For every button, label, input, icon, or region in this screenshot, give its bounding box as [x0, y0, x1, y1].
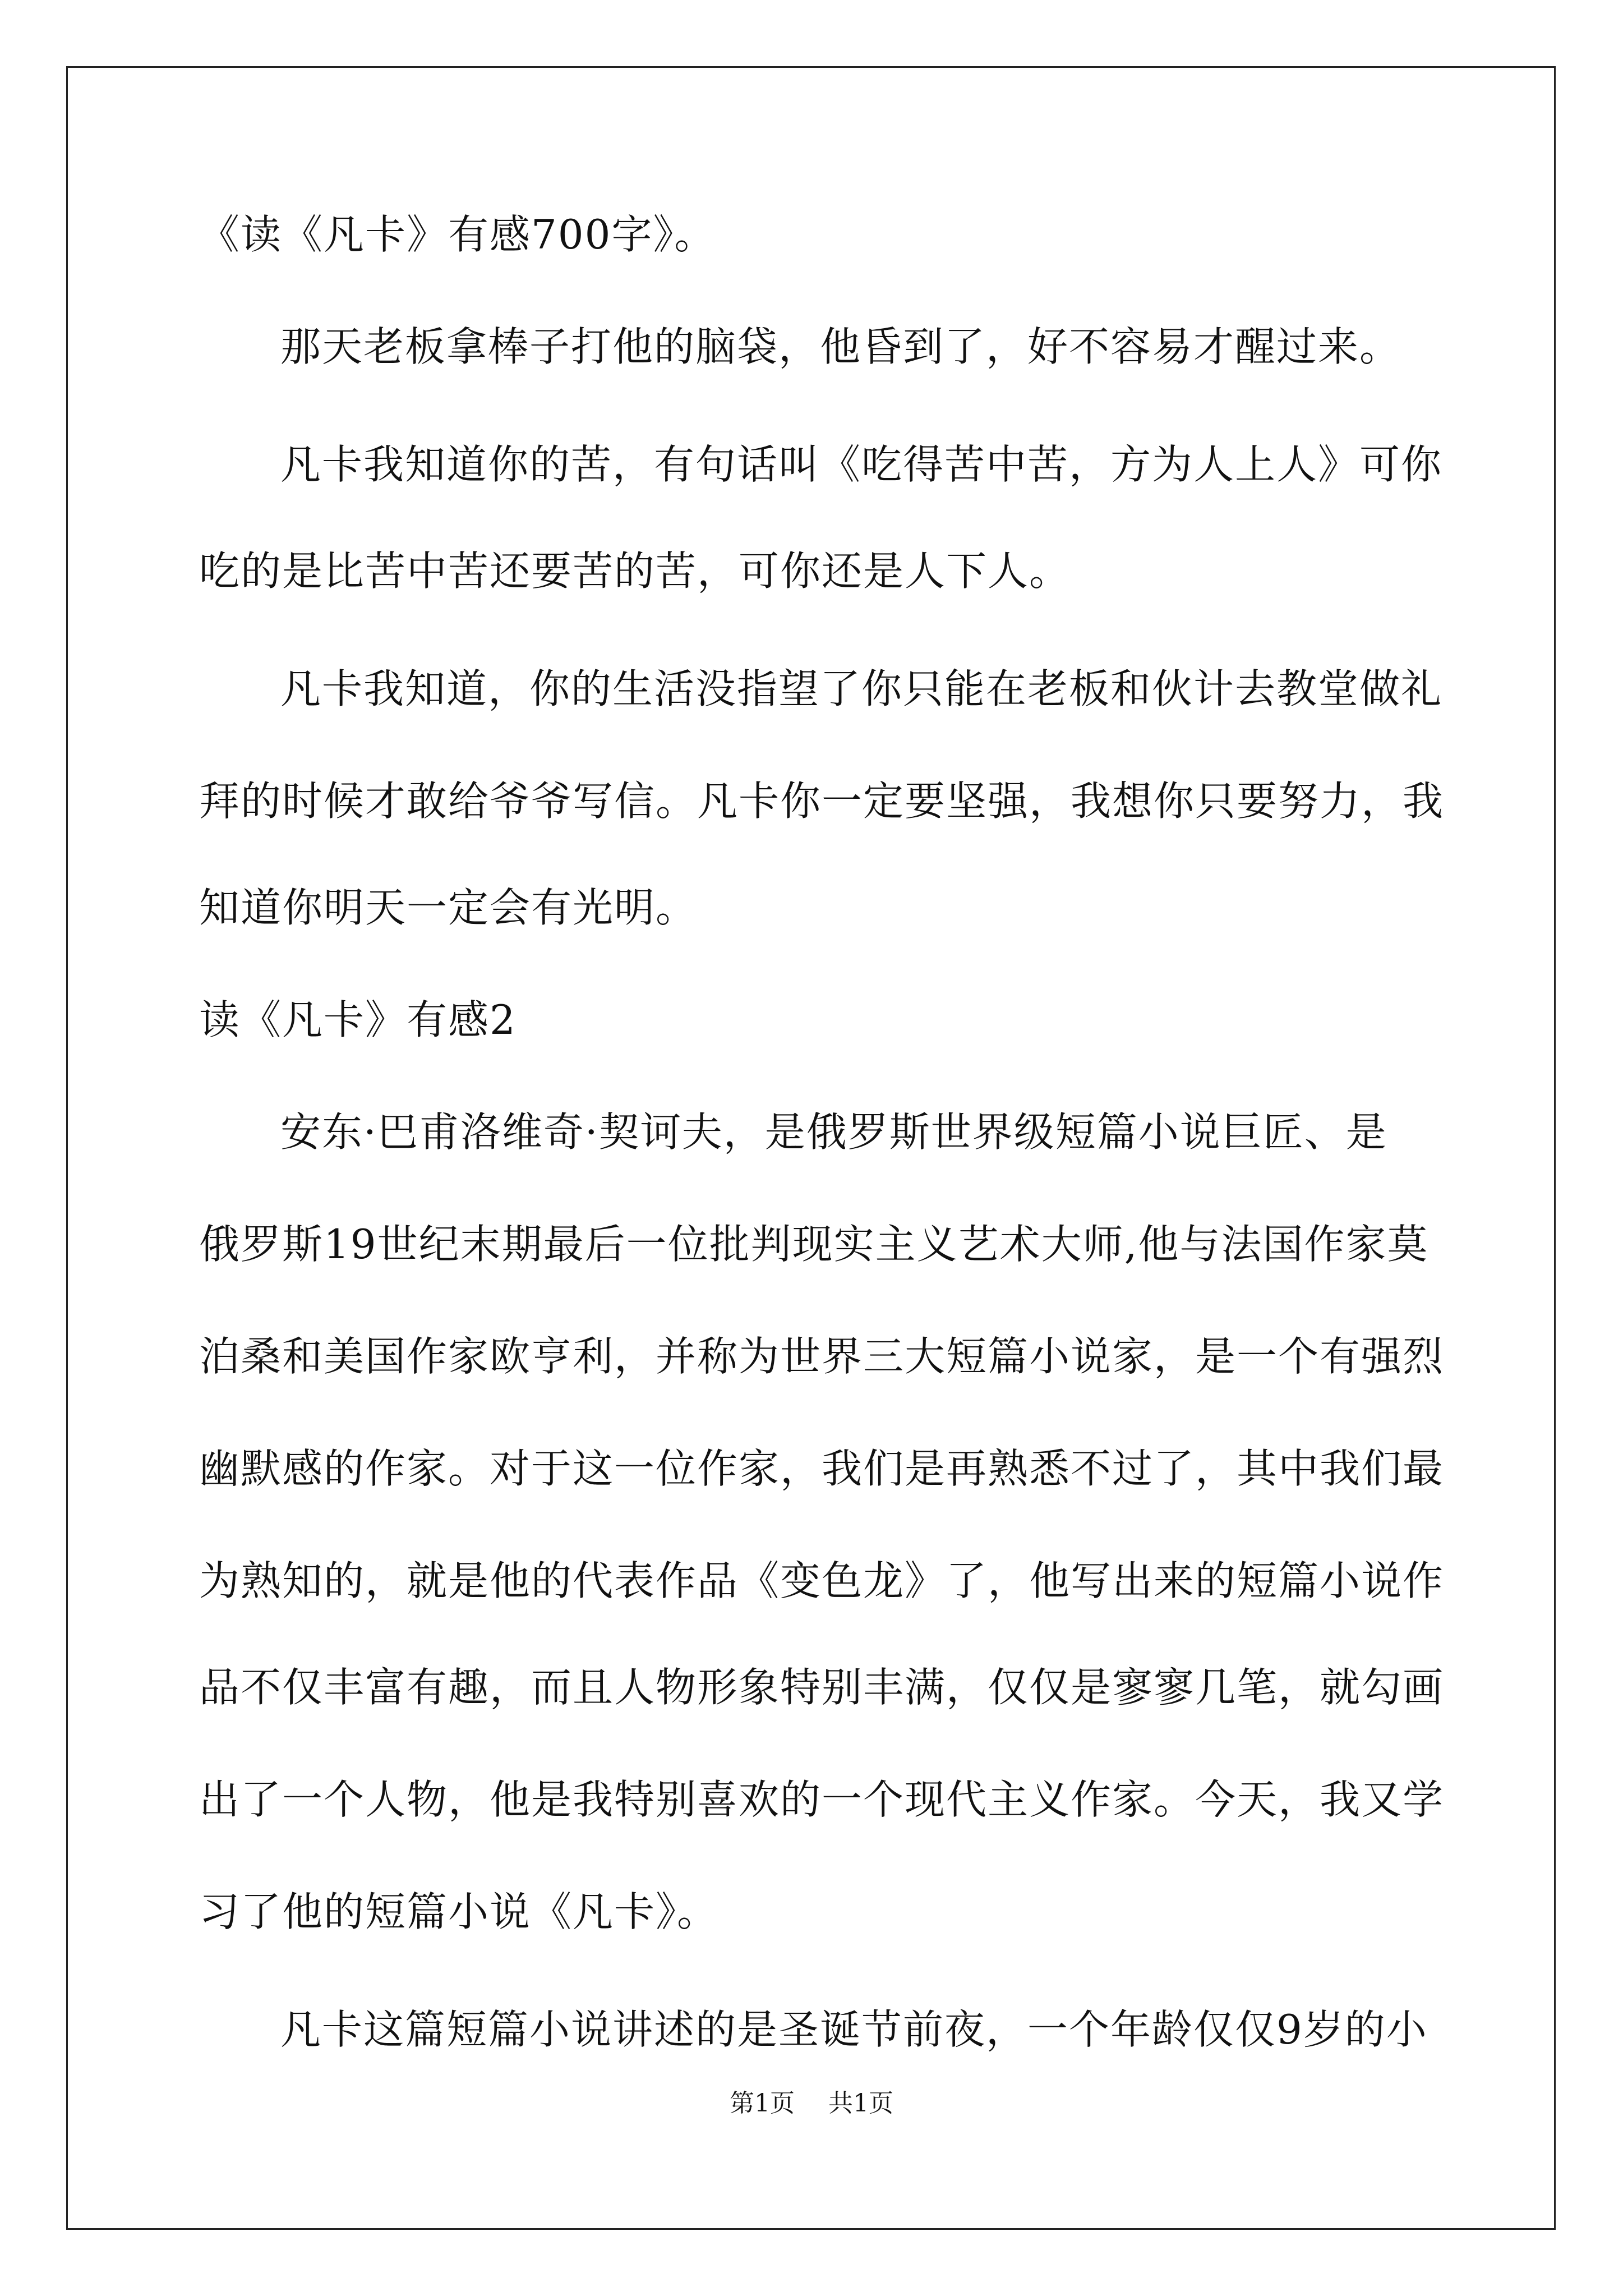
text-line: 知道你明天一定会有光明。	[199, 884, 698, 931]
page-number: 第1页	[730, 2089, 795, 2118]
text-line: 那天老板拿棒子打他的脑袋，他昏到了，好不容易才醒过来。	[280, 323, 1401, 370]
page-total: 共1页	[828, 2089, 893, 2118]
page-footer	[0, 2087, 1623, 2120]
text-line: 凡卡这篇短篇小说讲述的是圣诞节前夜，一个年龄仅仅9岁的小	[280, 2006, 1428, 2053]
text-line: 出了一个人物，他是我特别喜欢的一个现代主义作家。今天，我又学	[199, 1776, 1445, 1823]
text-line: 凡卡我知道，你的生活没指望了你只能在老板和伙计去教堂做礼	[280, 665, 1443, 712]
text-line: 习了他的短篇小说《凡卡》。	[199, 1888, 719, 1935]
text-line: 品不仅丰富有趣，而且人物形象特别丰满，仅仅是寥寥几笔，就勾画	[199, 1664, 1445, 1711]
text-line: 为熟知的，就是他的代表作品《变色龙》了，他写出来的短篇小说作	[199, 1557, 1445, 1604]
text-line: 幽默感的作家。对于这一位作家，我们是再熟悉不过了，其中我们最	[199, 1445, 1445, 1492]
text-line: 泊桑和美国作家欧亨利，并称为世界三大短篇小说家，是一个有强烈	[199, 1333, 1445, 1380]
text-line: 《读《凡卡》有感700字》。	[199, 211, 716, 258]
text-line: 安东·巴甫洛维奇·契诃夫，是俄罗斯世界级短篇小说巨匠、是	[280, 1108, 1387, 1156]
text-line: 拜的时候才敢给爷爷写信。凡卡你一定要坚强，我想你只要努力，我	[199, 777, 1445, 825]
text-line: 吃的是比苦中苦还要苦的苦，可你还是人下人。	[199, 547, 1071, 595]
text-line: 凡卡我知道你的苦，有句话叫《吃得苦中苦，方为人上人》可你	[280, 441, 1443, 488]
text-line: 俄罗斯19世纪末期最后一位批判现实主义艺术大师,他与法国作家莫	[199, 1221, 1429, 1268]
section-heading: 读《凡卡》有感2	[199, 996, 517, 1043]
